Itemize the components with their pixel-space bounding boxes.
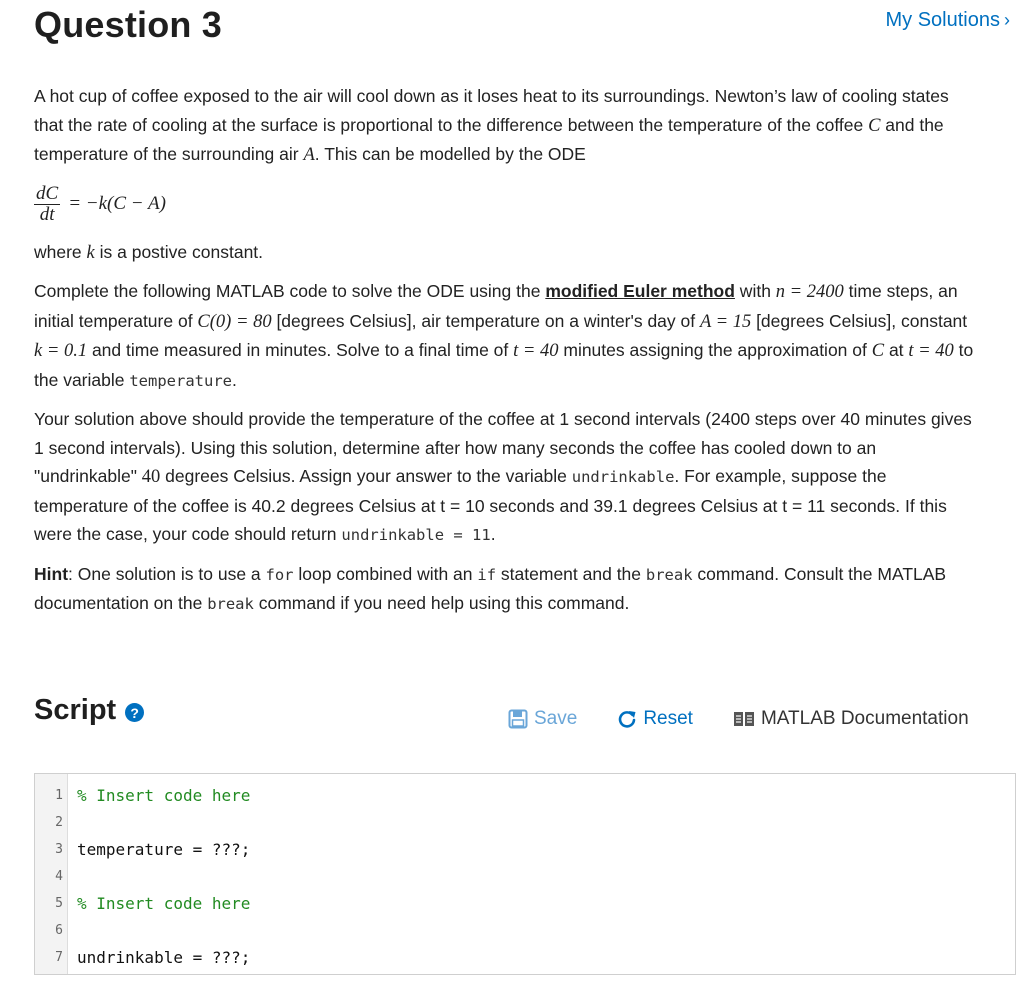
text: time steps, an initial temperature of bbox=[34, 281, 958, 331]
problem-paragraph-2 bbox=[34, 238, 974, 268]
code-editor[interactable] bbox=[34, 773, 1016, 975]
text: where bbox=[34, 241, 87, 262]
code-text[interactable]: % Insert code here bbox=[77, 894, 251, 913]
inline-code: temperature bbox=[129, 371, 232, 390]
text: Complete the following MATLAB code to solve the ODE using the bbox=[34, 281, 546, 301]
text: minutes assigning the approximation of bbox=[558, 340, 872, 360]
code-line[interactable] bbox=[35, 917, 1015, 944]
math-var: A bbox=[303, 145, 315, 165]
reset-icon bbox=[617, 709, 637, 729]
book-icon bbox=[733, 710, 755, 728]
matlab-documentation-button[interactable] bbox=[733, 708, 969, 730]
math-var: k bbox=[86, 242, 95, 263]
inline-code: for bbox=[265, 565, 294, 584]
code-line[interactable] bbox=[35, 944, 1015, 971]
script-title: Script bbox=[34, 694, 117, 726]
problem-paragraph-1 bbox=[34, 82, 974, 170]
code-line[interactable] bbox=[35, 836, 1015, 863]
fraction-numerator: dC bbox=[36, 183, 59, 204]
text: to the variable bbox=[34, 340, 974, 390]
code-line[interactable] bbox=[35, 782, 1015, 809]
text: . bbox=[232, 369, 237, 390]
math-expr: t = 40 bbox=[513, 341, 559, 361]
text: : One solution is to use a bbox=[68, 563, 266, 584]
text: and time measured in minutes. Solve to a final time of bbox=[87, 340, 514, 360]
text: loop combined with an bbox=[293, 563, 478, 584]
code-text[interactable]: % Insert code here bbox=[77, 786, 251, 805]
fraction-denominator: dt bbox=[39, 204, 55, 225]
inline-code: undrinkable = 11 bbox=[341, 526, 491, 544]
equation-rhs: = −k(C − A) bbox=[68, 193, 166, 215]
save-label: Save bbox=[534, 708, 578, 729]
line-number: 6 bbox=[55, 923, 63, 938]
math-expr: C(0) = 80 bbox=[197, 311, 272, 332]
text: . For example, suppose the temperature of the coffee is 40.2 degrees Celsius at t = 10 seconds and 39.1 degrees Celsius at t = 11 seconds. If this were the case, your code should return bbox=[34, 466, 947, 544]
matlab-documentation-label: MATLAB Documentation bbox=[760, 708, 969, 729]
problem-paragraph-3 bbox=[34, 277, 974, 395]
line-number: 3 bbox=[55, 842, 63, 857]
text: . bbox=[490, 524, 496, 544]
my-solutions-label: My Solutions bbox=[885, 9, 1000, 31]
text: command if you need help using this command. bbox=[253, 593, 630, 613]
text: command. Consult the MATLAB documentation on the bbox=[34, 563, 947, 613]
ode-equation bbox=[34, 180, 974, 230]
problem-statement bbox=[34, 82, 974, 629]
math-expr: n = 2400 bbox=[775, 282, 844, 302]
text: [degrees Celsius], constant bbox=[751, 310, 968, 331]
text: Your solution above should provide the temperature of the coffee at 1 second intervals (2400 steps over 40 minutes gives 1 second intervals). Using this solution, determine after how many seconds the coffee has cooled down to an "undrinkable" bbox=[34, 409, 972, 486]
code-text[interactable]: temperature = ???; bbox=[77, 840, 251, 859]
text: statement and the bbox=[496, 563, 646, 584]
script-toolbar bbox=[508, 708, 969, 730]
inline-code: if bbox=[477, 565, 497, 584]
hint-label: Hint bbox=[34, 563, 69, 584]
page-title: Question 3 bbox=[34, 4, 223, 45]
reset-label: Reset bbox=[643, 708, 693, 729]
reset-button[interactable] bbox=[617, 708, 693, 730]
text: . This can be modelled by the ODE bbox=[314, 144, 586, 164]
save-button[interactable] bbox=[508, 708, 577, 730]
text: at bbox=[884, 340, 909, 360]
save-icon bbox=[508, 709, 528, 729]
script-heading bbox=[34, 694, 144, 727]
line-number: 1 bbox=[55, 788, 63, 803]
math-expr: k = 0.1 bbox=[34, 341, 88, 361]
inline-code: break bbox=[207, 595, 254, 613]
line-number: 2 bbox=[55, 815, 63, 830]
line-number: 5 bbox=[55, 896, 63, 911]
text: [degrees Celsius], air temperature on a winter's day of bbox=[271, 310, 700, 331]
inline-code: break bbox=[645, 565, 693, 584]
text: is a postive constant. bbox=[94, 241, 264, 262]
chevron-right-icon: › bbox=[1004, 10, 1010, 30]
modified-euler-link[interactable]: modified Euler method bbox=[545, 281, 735, 301]
line-number: 4 bbox=[55, 869, 63, 884]
math-expr: 40 bbox=[141, 467, 161, 487]
text: A hot cup of coffee exposed to the air will cool down as it loses heat to its surroundings. Newton’s law of cooling states that the rate of cooling at the surface is proportional to the difference between the temperature of the coffee bbox=[34, 86, 949, 135]
code-text[interactable]: undrinkable = ???; bbox=[77, 948, 251, 967]
text: with bbox=[734, 281, 776, 301]
inline-code: undrinkable bbox=[571, 468, 675, 486]
math-expr: t = 40 bbox=[908, 341, 954, 361]
code-line[interactable] bbox=[35, 890, 1015, 917]
text: and the temperature of the surrounding air bbox=[34, 114, 944, 164]
code-line[interactable] bbox=[35, 863, 1015, 890]
math-expr: A = 15 bbox=[700, 311, 752, 332]
derivative-fraction bbox=[34, 184, 60, 225]
text: degrees Celsius. Assign your answer to the variable bbox=[160, 466, 572, 486]
code-line[interactable] bbox=[35, 809, 1015, 836]
problem-paragraph-4 bbox=[34, 405, 974, 550]
my-solutions-link[interactable] bbox=[886, 9, 1011, 32]
help-icon[interactable]: ? bbox=[125, 703, 144, 722]
math-var: C bbox=[871, 341, 885, 361]
line-number: 7 bbox=[55, 950, 63, 965]
math-var: C bbox=[868, 115, 881, 136]
hint-paragraph bbox=[34, 560, 974, 619]
